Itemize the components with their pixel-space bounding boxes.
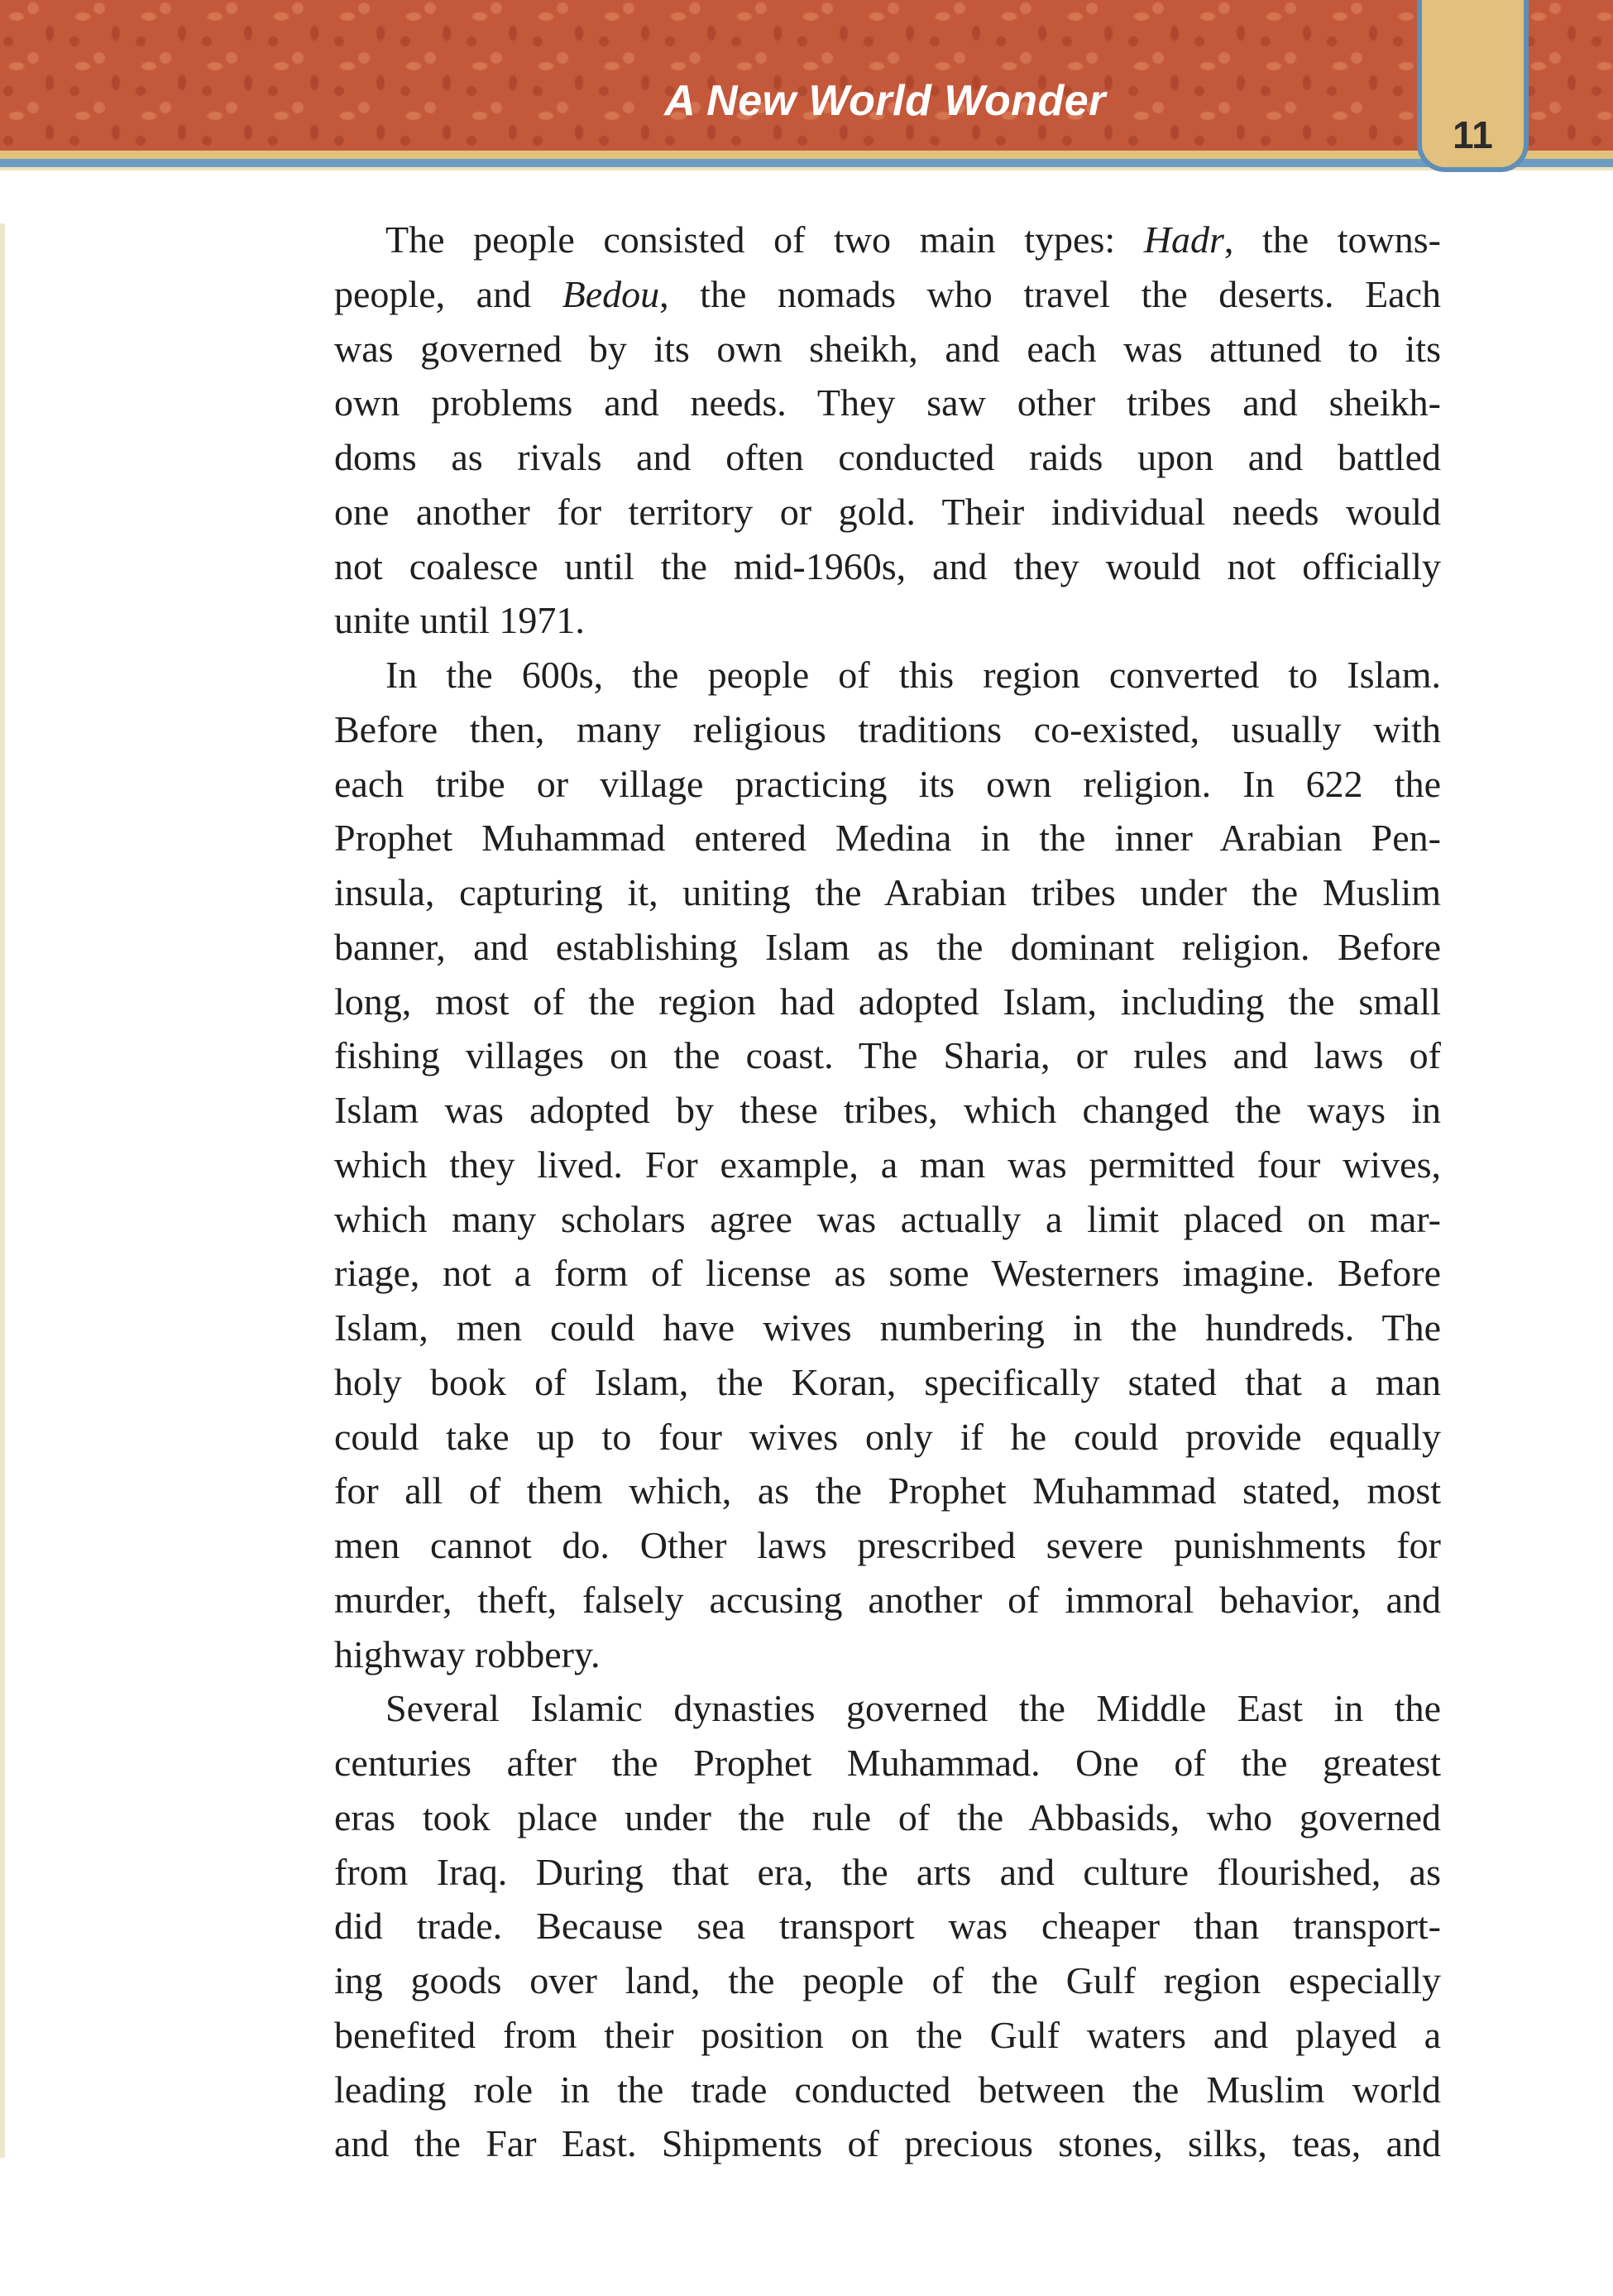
- margin-rule: [0, 223, 5, 2158]
- text-line: Several Islamic dynasties governed the Middle East in the: [385, 1687, 1441, 1730]
- paragraph: [334, 648, 1441, 1681]
- text-line: unite until 1971.: [334, 599, 585, 642]
- text-line: ing goods over land, the people of the Gulf region especially: [334, 1959, 1441, 2001]
- header-stripe-blue: [0, 159, 1613, 167]
- text-line: riage, not a form of license as some Westerners imagine. Before: [334, 1252, 1441, 1295]
- text-line: own problems and needs. They saw other tribes and sheikh-: [334, 381, 1441, 424]
- text-line: insula, capturing it, uniting the Arabian tribes under the Muslim: [334, 871, 1441, 913]
- text-line: men cannot do. Other laws prescribed severe punishments for: [334, 1524, 1441, 1566]
- paragraph: [334, 213, 1441, 648]
- text-line: eras took place under the rule of the Abbasids, who governed: [334, 1795, 1441, 1838]
- italic-term: Hadr: [1143, 218, 1224, 261]
- text-line: murder, theft, falsely accusing another of immoral behavior, and: [334, 1578, 1441, 1621]
- text-line: highway robbery.: [334, 1632, 601, 1675]
- text-line: from Iraq. During that era, the arts and culture flourished, as: [334, 1850, 1441, 1893]
- text-line: was governed by its own sheikh, and each was attuned to its: [334, 327, 1441, 370]
- text-line: banner, and establishing Islam as the dominant religion. Before: [334, 925, 1441, 968]
- text-line: for all of them which, as the Prophet Muhammad stated, most: [334, 1469, 1441, 1512]
- italic-term: Bedou: [562, 272, 660, 315]
- text-line: Islam was adopted by these tribes, which changed the ways in: [334, 1089, 1441, 1131]
- page-number: 11: [1453, 113, 1493, 156]
- text-line: did trade. Because sea transport was cheaper than transport-: [334, 1905, 1441, 1948]
- text-line: not coalesce until the mid-1960s, and they would not officially: [334, 544, 1441, 587]
- text-line: long, most of the region had adopted Islam, including the small: [334, 980, 1441, 1023]
- text-line: which they lived. For example, a man was permitted four wives,: [334, 1143, 1441, 1186]
- header-stripe-cream: [0, 167, 1613, 170]
- text-line: doms as rivals and often conducted raids upon and battled: [334, 436, 1441, 478]
- paragraph: [334, 1681, 1441, 2171]
- text-line: leading role in the trade conducted between the Muslim world: [334, 2068, 1441, 2111]
- text-line: each tribe or village practicing its own religion. In 622 the: [334, 762, 1441, 805]
- text-line: could take up to four wives only if he could provide equally: [334, 1415, 1441, 1458]
- text-line: holy book of Islam, the Koran, specifically stated that a man: [334, 1360, 1441, 1403]
- text-line: The people consisted of two main types: Hadr, the towns-: [385, 218, 1441, 261]
- header-stripe-gold: [0, 151, 1613, 159]
- text-line: people, and Bedou, the nomads who travel the deserts. Each: [334, 272, 1442, 315]
- text-line: benefited from their position on the Gulf waters and played a: [334, 2013, 1441, 2056]
- header-band: [0, 0, 1613, 151]
- text-line: Prophet Muhammad entered Medina in the inner Arabian Pen-: [334, 817, 1441, 860]
- text-line: Before then, many religious traditions co-existed, usually with: [334, 707, 1441, 750]
- running-title: A New World Wonder: [664, 77, 1106, 125]
- text-line: Islam, men could have wives numbering in the hundreds. The: [334, 1306, 1441, 1349]
- text-line: centuries after the Prophet Muhammad. One of the greatest: [334, 1742, 1441, 1784]
- text-line: In the 600s, the people of this region converted to Islam.: [385, 654, 1441, 696]
- text-line: which many scholars agree was actually a limit placed on mar-: [334, 1197, 1441, 1240]
- body-text: [334, 213, 1441, 2171]
- text-line: and the Far East. Shipments of precious stones, silks, teas, and: [334, 2122, 1441, 2165]
- text-line: fishing villages on the coast. The Sharia, or rules and laws of: [334, 1034, 1441, 1077]
- text-line: one another for territory or gold. Their individual needs would: [334, 490, 1441, 533]
